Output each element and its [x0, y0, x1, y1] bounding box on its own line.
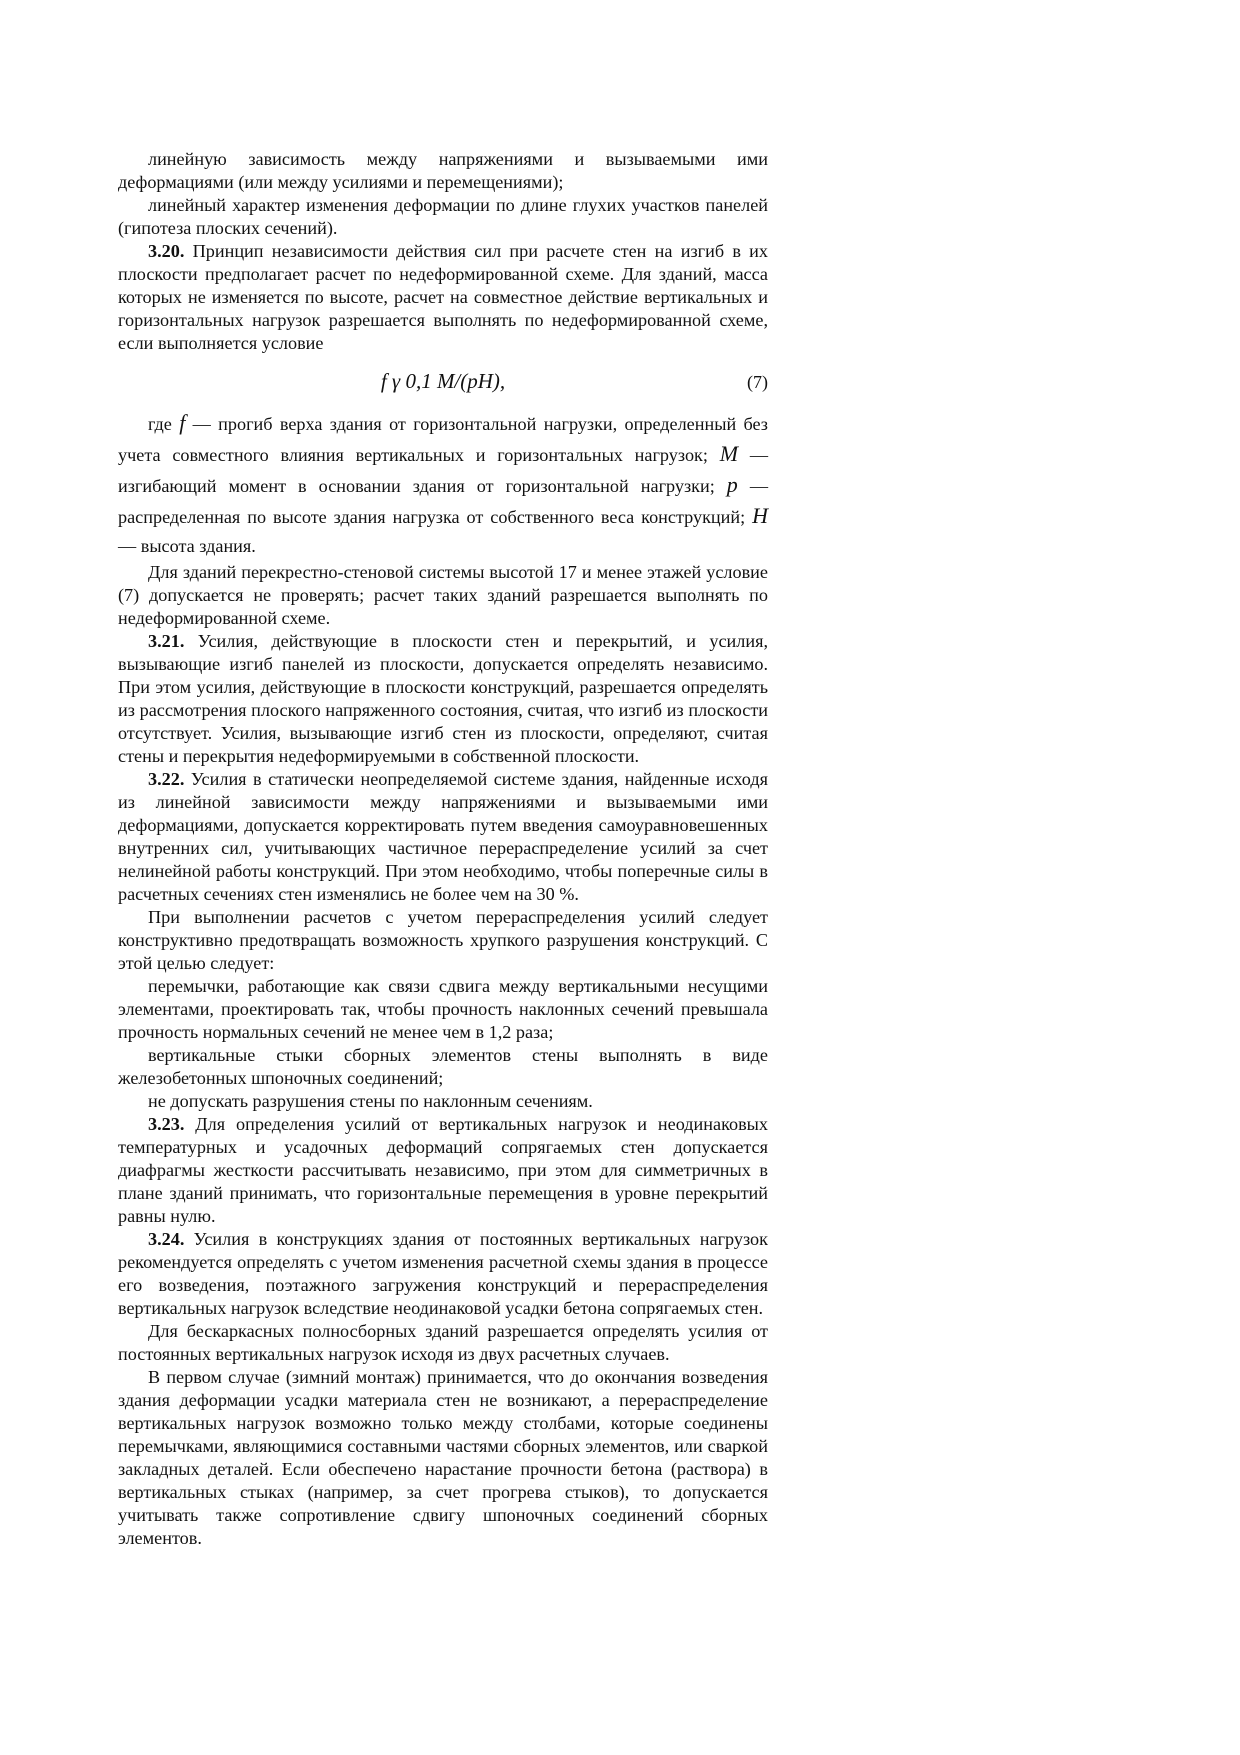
- section-number: 3.21.: [148, 631, 185, 651]
- paragraph: [118, 561, 768, 630]
- paragraph-text: Усилия, действующие в плоскости стен и перекрытий, и усилия, вызывающие изгиб панелей из плоскости, допускается определять независимо. При этом усилия, действующие в плоскости конструкций, разрешается определять из рассмотрения плоского напряженного состояния, считая, что изгиб из плоскости отсутствует. Усилия, вызывающие изгиб стен из плоскости, определяют, считая стены и перекрытия недеформируемыми в собственной плоскости.: [118, 631, 768, 766]
- paragraph-text: вертикальные стыки сборных элементов стены выполнять в виде железобетонных шпоночных соединений;: [118, 1045, 768, 1088]
- symbol-h: H: [752, 503, 768, 528]
- section-number: 3.24.: [148, 1229, 185, 1249]
- where-text: — высота здания.: [118, 536, 256, 556]
- paragraph-text: Для зданий перекрестно-стеновой системы высотой 17 и менее этажей условие (7) допускается не проверять; расчет таких зданий разрешается выполнять по недеформированной схеме.: [118, 562, 768, 628]
- paragraph: [118, 1320, 768, 1366]
- paragraph-text: Принцип независимости действия сил при расчете стен на изгиб в их плоскости предполагает расчет по недеформированной схеме. Для зданий, масса которых не изменяется по высоте, расчет на совместное действие вертикальных и горизонтальных нагрузок разрешается выполнять по недеформированной схеме, если выполняется условие: [118, 241, 768, 353]
- paragraph: [118, 148, 768, 194]
- formula: f γ 0,1 M/(pH),: [380, 369, 506, 393]
- where-text: — распределенная по высоте здания нагрузка от собственного веса конструкций;: [118, 476, 768, 527]
- paragraph: [118, 906, 768, 975]
- symbol-p: p: [726, 472, 738, 497]
- document-page: [118, 148, 768, 1550]
- section-number: 3.22.: [148, 769, 185, 789]
- paragraph-3-21: [118, 630, 768, 768]
- section-number: 3.20.: [148, 241, 185, 261]
- where-text: — прогиб верха здания от горизонтальной нагрузки, определенный без учета совместного влияния вертикальных и горизонтальных нагрузок;: [118, 414, 768, 465]
- paragraph: [118, 1366, 768, 1550]
- paragraph: [118, 194, 768, 240]
- symbol-m: M: [719, 441, 739, 466]
- formula-block: [118, 364, 768, 398]
- paragraph-3-23: [118, 1113, 768, 1228]
- where-text: — изгибающий момент в основании здания от горизонтальной нагрузки;: [118, 445, 769, 496]
- paragraph-text: При выполнении расчетов с учетом перераспределения усилий следует конструктивно предотвращать возможность хрупкого разрушения конструкций. С этой целью следует:: [118, 907, 768, 973]
- where-paragraph: [118, 408, 768, 561]
- paragraph: [118, 975, 768, 1044]
- paragraph-text: линейную зависимость между напряжениями и вызываемыми ими деформациями (или между усилиями и перемещениями);: [118, 149, 768, 192]
- section-number: 3.23.: [148, 1114, 185, 1134]
- paragraph-text: не допускать разрушения стены по наклонным сечениям.: [148, 1091, 593, 1111]
- paragraph-text: Усилия в статически неопределяемой системе здания, найденные исходя из линейной зависимости между напряжениями и вызываемыми ими деформациями, допускается корректировать путем введения самоуравновешенных внутренних сил, учитывающих частичное перераспределение усилий за счет нелинейной работы конструкций. При этом необходимо, чтобы поперечные силы в расчетных сечениях стен изменялись не более чем на 30 %.: [118, 769, 768, 904]
- paragraph: [118, 1090, 768, 1113]
- where-text: где: [148, 414, 180, 434]
- paragraph-text: линейный характер изменения деформации по длине глухих участков панелей (гипотеза плоских сечений).: [118, 195, 768, 238]
- paragraph-3-22: [118, 768, 768, 906]
- formula-number: (7): [747, 372, 768, 392]
- paragraph-text: Усилия в конструкциях здания от постоянных вертикальных нагрузок рекомендуется определять с учетом изменения расчетной схемы здания в процессе его возведения, поэтажного загружения конструкций и перераспределения вертикальных нагрузок вследствие неодинаковой усадки бетона сопрягаемых стен.: [118, 1229, 768, 1318]
- paragraph-text: Для определения усилий от вертикальных нагрузок и неодинаковых температурных и усадочных деформаций сопрягаемых стен допускается диафрагмы жесткости рассчитывать независимо, при этом для симметричных в плане зданий принимать, что горизонтальные перемещения в уровне перекрытий равны нулю.: [118, 1114, 768, 1226]
- paragraph-3-24: [118, 1228, 768, 1320]
- paragraph: [118, 1044, 768, 1090]
- paragraph-text: перемычки, работающие как связи сдвига между вертикальными несущими элементами, проектировать так, чтобы прочность наклонных сечений превышала прочность нормальных сечений не менее чем в 1,2 раза;: [118, 976, 768, 1042]
- paragraph-3-20: [118, 240, 768, 355]
- symbol-f: f: [179, 410, 186, 435]
- paragraph-text: Для бескаркасных полносборных зданий разрешается определять усилия от постоянных вертикальных нагрузок исходя из двух расчетных случаев.: [118, 1321, 768, 1364]
- paragraph-text: В первом случае (зимний монтаж) принимается, что до окончания возведения здания деформации усадки материала стен не возникают, а перераспределение вертикальных нагрузок возможно только между столбами, которые соединены перемычками, являющимися составными частями сборных элементов, или сваркой закладных деталей. Если обеспечено нарастание прочности бетона (раствора) в вертикальных стыках (например, за счет прогрева стыков), то допускается учитывать также сопротивление сдвигу шпоночных соединений сборных элементов.: [118, 1367, 768, 1548]
